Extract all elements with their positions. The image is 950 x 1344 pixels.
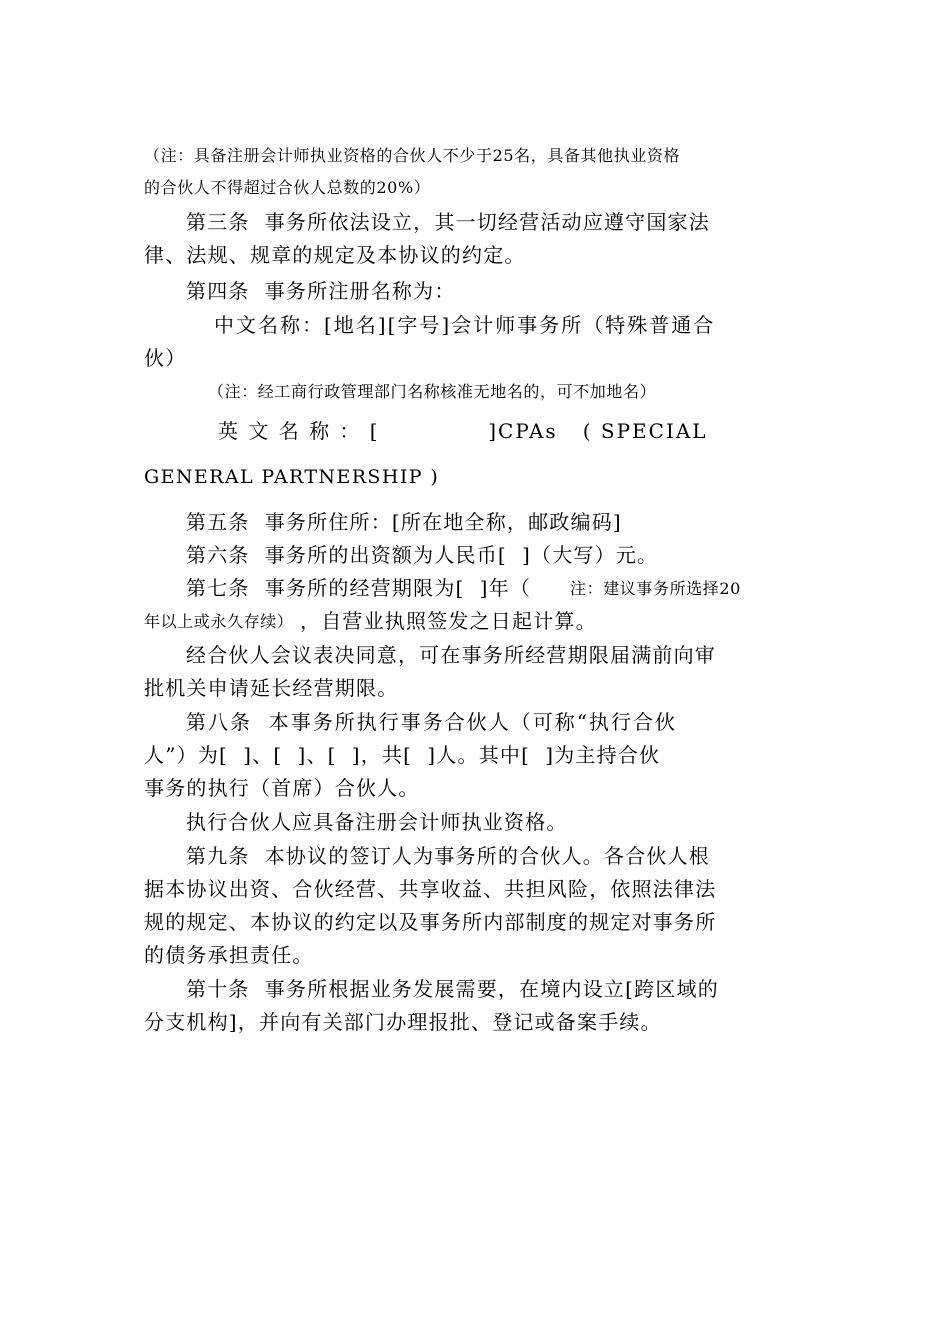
extension-line-1: 经合伙人会议表决同意，可在事务所经营期限届满前向审 xyxy=(186,643,716,667)
english-name-line-1: 英 文 名 称 ： [ ]CPAs ( SPECIAL xyxy=(218,419,708,443)
article-9-line-3: 规的规定、本协议的约定以及事务所内部制度的规定对事务所 xyxy=(144,910,717,934)
article-5-line: 第五条 事务所住所：[所在地全称，邮政编码] xyxy=(186,510,622,534)
article-7-note-2: 年以上或永久存续） xyxy=(144,612,294,631)
article-9-line-2: 据本协议出资、合伙经营、共享收益、共担风险，依照法律法 xyxy=(144,877,717,901)
english-name-line-2: GENERAL PARTNERSHIP ) xyxy=(144,466,440,488)
note-line-2: 的合伙人不得超过合伙人总数的20%） xyxy=(144,178,431,197)
article-7-line-2: ，自营业执照签发之日起计算。 xyxy=(300,609,597,633)
article-9-line-1: 第九条 本协议的签订人为事务所的合伙人。各合伙人根 xyxy=(186,844,710,868)
article-9-line-4: 的债务承担责任。 xyxy=(144,943,314,967)
article-7-line-1a: 第七条 事务所的经营期限为[ ]年（ xyxy=(186,576,532,600)
note-line-1: （注：具备注册会计师执业资格的合伙人不少于25名，具备其他执业资格 xyxy=(144,146,681,165)
extension-line-2: 批机关申请延长经营期限。 xyxy=(144,676,399,700)
article-3-line-2: 律、法规、规章的规定及本协议的约定。 xyxy=(144,243,526,267)
chinese-name-line-2: 伙） xyxy=(144,346,187,370)
article-10-line-2: 分支机构]，并向有关部门办理报批、登记或备案手续。 xyxy=(144,1010,662,1034)
article-8-line-2: 人”）为[ ]、[ ]、[ ]，共[ ]人。其中[ ]为主持合伙 xyxy=(144,743,661,767)
article-7-note-1: 注：建议事务所选择20 xyxy=(570,579,741,598)
article-4-line: 第四条 事务所注册名称为： xyxy=(186,279,456,303)
article-8-line-3: 事务的执行（首席）合伙人。 xyxy=(144,776,420,800)
name-note-line: （注：经工商行政管理部门名称核准无地名的，可不加地名） xyxy=(208,382,657,401)
article-8-line-1: 第八条 本事务所执行事务合伙人（可称“执行合伙 xyxy=(186,710,677,734)
article-10-line-1: 第十条 事务所根据业务发展需要，在境内设立[跨区域的 xyxy=(186,977,719,1001)
chinese-name-line-1: 中文名称：[地名][字号]会计师事务所（特殊普通合 xyxy=(214,313,716,337)
article-3-line-1: 第三条 事务所依法设立，其一切经营活动应遵守国家法 xyxy=(186,210,710,234)
article-6-line: 第六条 事务所的出资额为人民币[ ]（大写）元。 xyxy=(186,543,659,567)
executive-partner-line: 执行合伙人应具备注册会计师执业资格。 xyxy=(186,810,568,834)
